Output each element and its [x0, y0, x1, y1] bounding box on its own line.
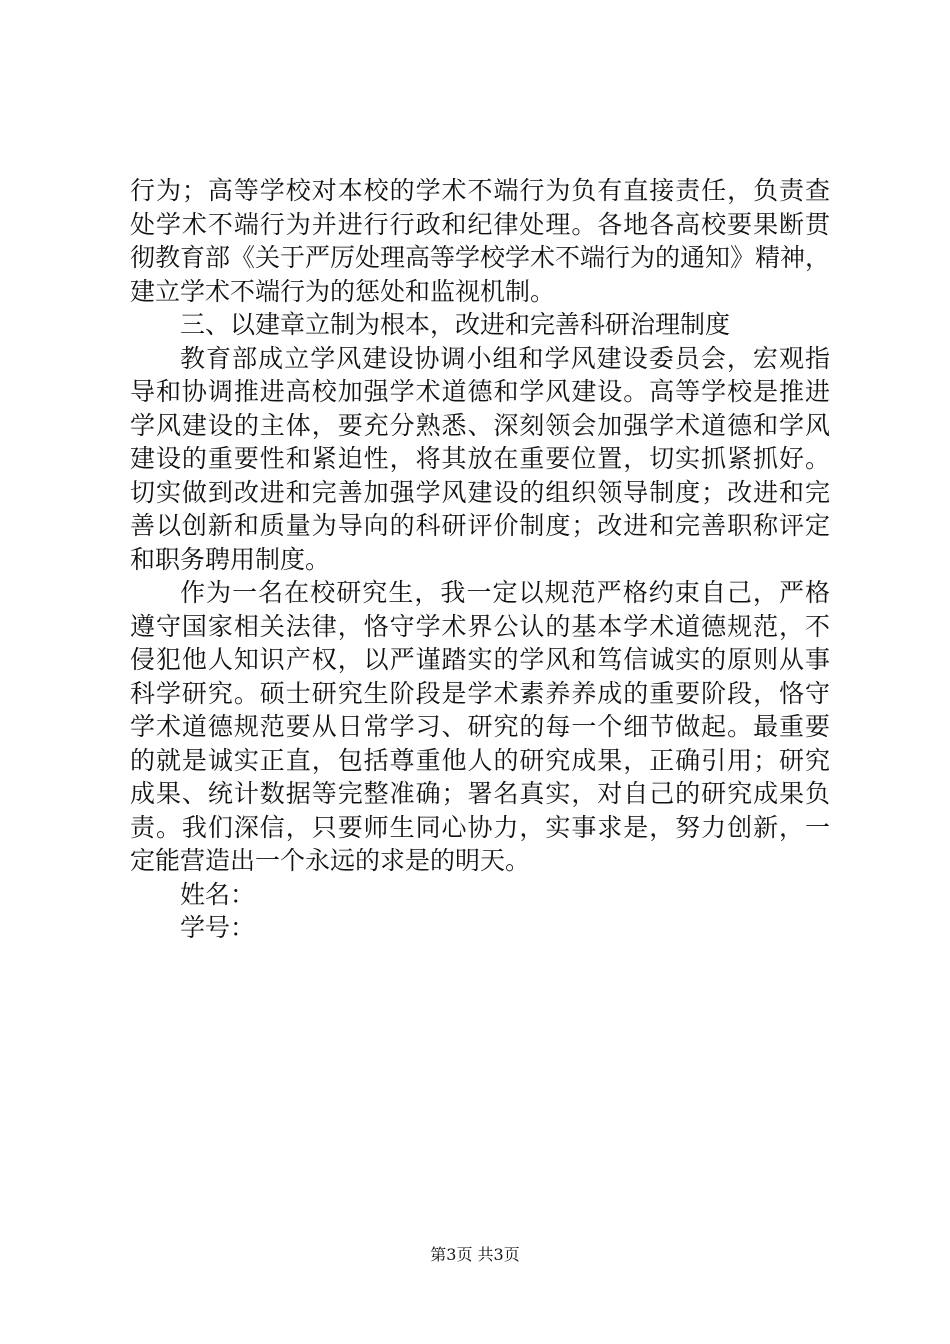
text-line: 学号： — [180, 913, 256, 942]
document-body — [130, 174, 830, 945]
text-line: 建立学术不端行为的惩处和监视机制。 — [130, 276, 556, 306]
text-line: 善以创新和质量为导向的科研评价制度；改进和完善职称评定 — [130, 511, 830, 540]
text-line: 定能营造出一个永远的求是的明天。 — [130, 846, 531, 875]
text-line: 侵犯他人知识产权，以严谨踏实的学风和笃信诚实的原则从事 — [130, 645, 830, 674]
text-line: 姓名： — [180, 879, 256, 909]
text-line: 彻教育部《关于严厉处理高等学校学术不端行为的通知》精神， — [130, 243, 831, 272]
text-line: 导和协调推进高校加强学术道德和学风建设。高等学校是推进 — [130, 377, 830, 406]
text-line: 行为；高等学校对本校的学术不端行为负有直接责任，负责查 — [130, 176, 830, 205]
text-line: 责。我们深信，只要师生同心协力，实事求是，努力创新，一 — [130, 812, 830, 842]
text-line: 遵守国家相关法律，恪守学术界公认的基本学术道德规范，不 — [130, 611, 830, 641]
text-line: 科学研究。硕士研究生阶段是学术素养养成的重要阶段，恪守 — [130, 678, 830, 708]
text-line: 和职务聘用制度。 — [130, 544, 331, 574]
page-footer: 第3页 共3页 — [430, 1245, 520, 1264]
text-line: 作为一名在校研究生，我一定以规范严格约束自己，严格 — [180, 578, 830, 607]
text-line: 处学术不端行为并进行行政和纪律处理。各地各高校要果断贯 — [130, 209, 830, 239]
text-line: 学风建设的主体，要充分熟悉、深刻领会加强学术道德和学风 — [130, 410, 830, 440]
text-line: 教育部成立学风建设协调小组和学风建设委员会，宏观指 — [180, 343, 830, 373]
text-line: 建设的重要性和紧迫性，将其放在重要位置，切实抓紧抓好。 — [130, 444, 830, 473]
text-line: 切实做到改进和完善加强学风建设的组织领导制度；改进和完 — [130, 477, 830, 507]
text-line: 成果、统计数据等完整准确；署名真实，对自己的研究成果负 — [130, 779, 830, 808]
text-line: 的就是诚实正直，包括尊重他人的研究成果，正确引用；研究 — [130, 745, 830, 775]
text-line: 学术道德规范要从日常学习、研究的每一个细节做起。最重要 — [130, 712, 830, 741]
text-line: 三、以建章立制为根本，改进和完善科研治理制度 — [180, 310, 731, 339]
